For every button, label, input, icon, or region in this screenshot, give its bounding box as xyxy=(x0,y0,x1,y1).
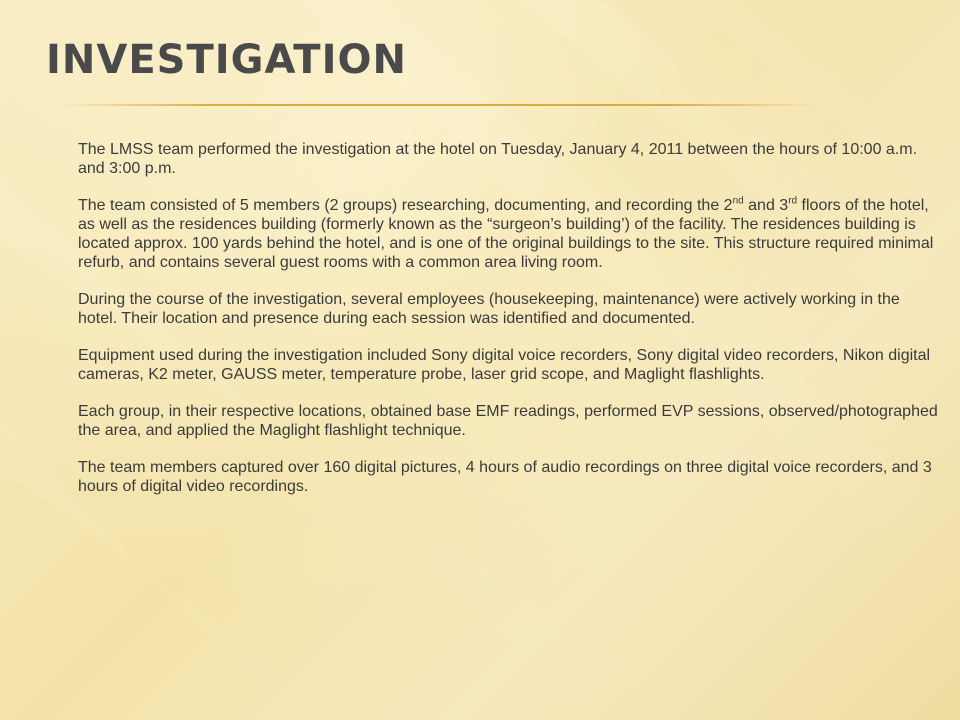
title-divider xyxy=(60,104,820,106)
paragraph-groups xyxy=(78,402,938,440)
ordinal-suffix: nd xyxy=(732,195,744,207)
paragraph-team xyxy=(78,196,938,272)
ordinal-suffix: rd xyxy=(788,195,798,207)
paragraph-text: Equipment used during the investigation included Sony digital voice recorders, Sony digital video recorders, Nikon digital cameras, K2 meter, GAUSS meter, temperature probe, laser grid scope, and Maglight flashlights. xyxy=(78,347,931,383)
paragraph-text: Each group, in their respective locations, obtained base EMF readings, performed EVP sessions, observed/photographed the area, and applied the Maglight flashlight technique. xyxy=(78,403,938,439)
paragraph-equipment xyxy=(78,346,938,384)
paragraph-employees xyxy=(78,290,938,328)
paragraph-text: During the course of the investigation, several employees (housekeeping, maintenance) were actively working in the hotel. Their location and presence during each session was identified and documented. xyxy=(78,291,900,327)
paragraph-text: and 3 xyxy=(743,197,789,214)
paragraph-captures xyxy=(78,458,938,496)
paragraph-text: The team members captured over 160 digital pictures, 4 hours of audio recordings on three digital voice recorders, and 3 hours of digital video recordings. xyxy=(78,459,932,495)
slide-body xyxy=(78,140,938,514)
paragraph-date xyxy=(78,140,938,178)
slide-title: INVESTIGATION xyxy=(46,37,407,83)
paragraph-text: The LMSS team performed the investigation at the hotel on Tuesday, January 4, 2011 between the hours of 10:00 a.m. and 3:00 p.m. xyxy=(78,141,918,177)
paragraph-text: floors of the hotel, as well as the residences building (formerly known as the “surgeon’s building’) of the facility. The residences building is located approx. 100 yards behind the hotel, and is one of the original buildings to the site. This structure required minimal refurb, and contains several guest rooms with a common area living room. xyxy=(78,197,934,271)
paragraph-text: The team consisted of 5 members (2 groups) researching, documenting, and recording the 2 xyxy=(78,197,733,214)
